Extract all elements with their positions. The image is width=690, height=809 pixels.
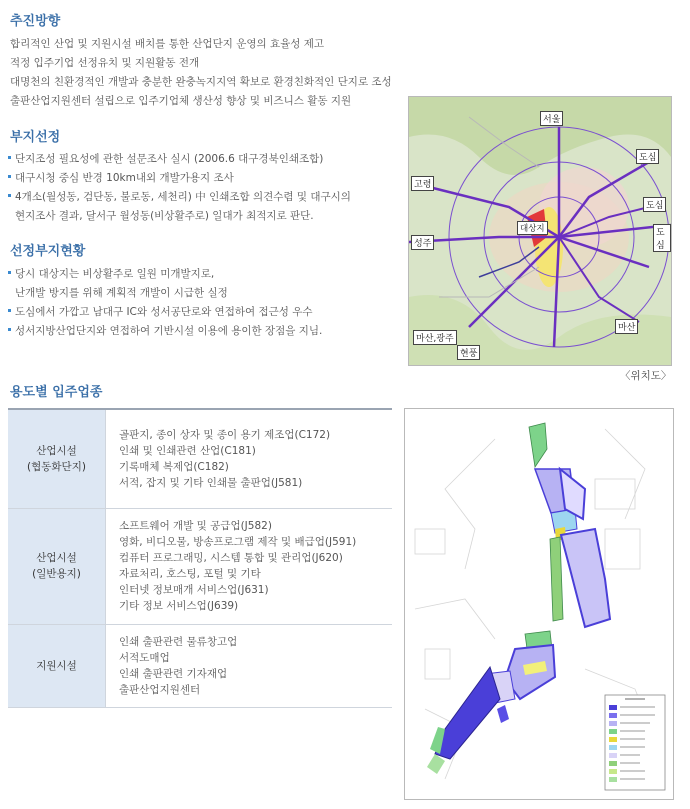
site-plan-map [404, 408, 674, 800]
direction-line: 합리적인 산업 및 지원시설 배치를 통한 산업단지 운영의 효율성 제고 [10, 38, 325, 50]
current-status-bullet: 도심에서 가깝고 남대구 IC와 성서공단로와 연접하여 접근성 우수 [8, 303, 313, 322]
table-items-cell: 골판지, 종이 상자 및 종이 용기 제조업(C172) 인쇄 및 인쇄관련 산업(C181) 기록매체 복제업(C182) 서적, 잡지 및 기타 인쇄물 출판업(J581) [106, 409, 393, 508]
tenant-table [8, 408, 392, 708]
site-selection-bullet: 단지조성 필요성에 관한 설문조사 실시 (2006.6 대구경북인쇄조합) [8, 150, 323, 169]
map-label-seongju: 성주 [411, 235, 434, 250]
current-status-bullet: 성서지방산업단지와 연접하여 기반시설 이용에 용이한 장점을 지님. [8, 322, 322, 341]
direction-line: 적정 입주기업 선정유치 및 지원활동 전개 [10, 57, 200, 69]
bullet-icon [8, 271, 11, 274]
location-map-caption: 〈위치도〉 [620, 370, 672, 382]
direction-line: 대명천의 친환경적인 개발과 충분한 완충녹지지역 확보로 환경친화적인 단지로 조성 [10, 76, 392, 88]
tenants-title: 용도별 입주업종 [10, 385, 103, 400]
bullet-icon [8, 194, 11, 197]
current-status-title: 선정부지현황 [10, 244, 86, 259]
site-selection-bullet: 4개소(월성동, 검단동, 불로동, 세천리) 中 인쇄조합 의견수렴 및 대구시의 현지조사 결과, 달서구 월성동(비상활주로) 일대가 최적지로 판단. [8, 188, 351, 226]
map-label-site: 대상지 [517, 221, 548, 235]
map-label-masan-gwangju: 마산,광주 [413, 330, 457, 345]
bullet-icon [8, 156, 11, 159]
map-label-masan: 마산 [615, 319, 638, 334]
bullet-icon [8, 175, 11, 178]
bullet-icon [8, 328, 11, 331]
table-row [8, 508, 392, 624]
direction-line: 출판산업지원센터 설립으로 입주기업체 생산성 향상 및 비즈니스 활동 지원 [10, 95, 352, 107]
bullet-icon [8, 309, 11, 312]
map-label-seoul: 서울 [540, 111, 563, 126]
site-selection-bullet: 대구시청 중심 반경 10km내외 개발가용지 조사 [8, 169, 234, 188]
direction-title: 추진방향 [10, 14, 61, 29]
table-row [8, 409, 392, 508]
map-label-goryeong: 고령 [411, 176, 434, 191]
map-label-downtown: 도심 [643, 197, 666, 212]
table-category-cell: 산업시설 (일반용지) [8, 508, 106, 624]
location-map [408, 96, 672, 366]
table-category-cell: 산업시설 (협동화단지) [8, 409, 106, 508]
table-row [8, 624, 392, 707]
site-selection-title: 부지선정 [10, 130, 61, 145]
map-label-hyeonpung: 현풍 [457, 345, 480, 360]
map-label-downtown: 도심 [636, 149, 659, 164]
map-label-downtown: 도심 [653, 224, 671, 252]
table-items-cell: 인쇄 출판관련 물류창고업 서적도매업 인쇄 출판관련 기자재업 출판산업지원센터 [106, 624, 393, 707]
current-status-bullet: 당시 대상지는 비상활주로 일원 미개발지로, 난개발 방지를 위해 계획적 개발이 시급한 실정 [8, 265, 228, 303]
table-category-cell: 지원시설 [8, 624, 106, 707]
table-items-cell: 소프트웨어 개발 및 공급업(J582) 영화, 비디오물, 방송프로그램 제작 및 배급업(J591) 컴퓨터 프로그래밍, 시스템 통합 및 관리업(J620) 자료처리, 호스팅, 포털 및 기타 인터넷 정보매개 서비스업(J631) 기타 정보 서비스업(J639) [106, 508, 393, 624]
